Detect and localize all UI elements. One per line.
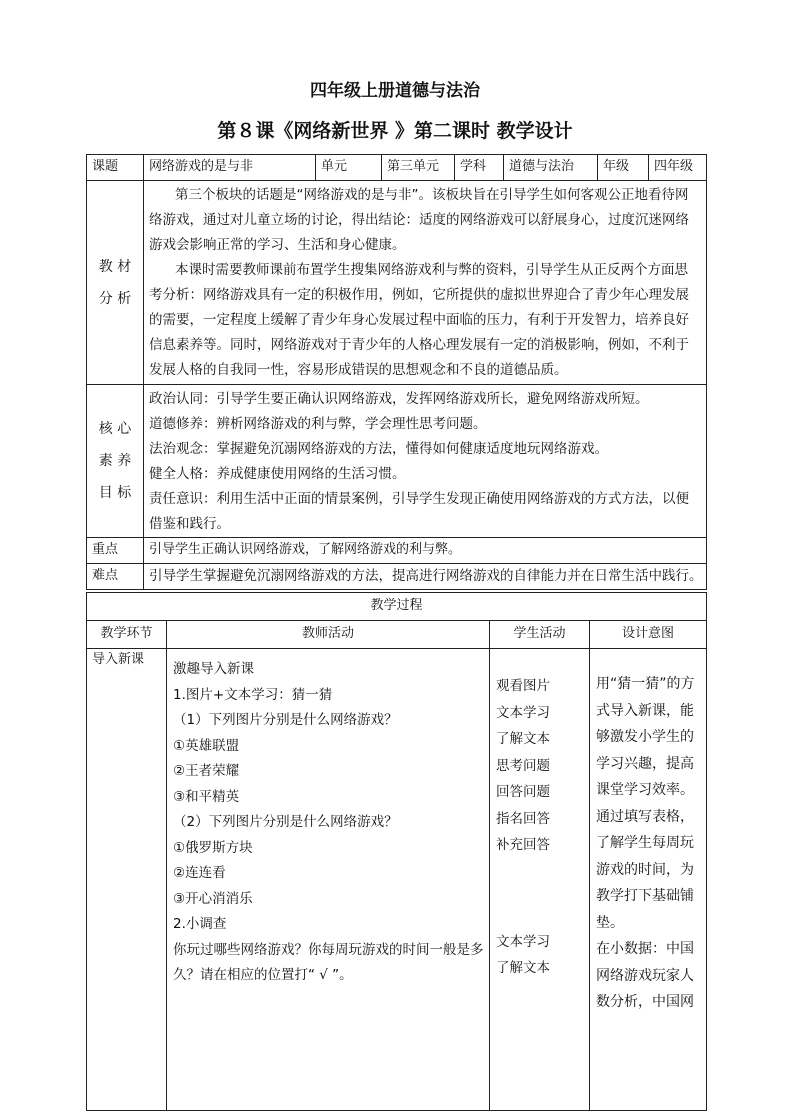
analysis-paragraph: 本课时需要教师课前布置学生搜集网络游戏利与弊的资料，引导学生从正反两个方面思考分析：网络游戏具有一定的积极作用，例如，它所提供的虚拟世界迎合了青少年心理发展的需要，一定程度上缓解了青少年身心发展过程中面临的压力，有利于开发智力，培养良好信息素养等。同时，网络游戏对于青少年的人格心理发展有一定的消极影响，例如，不利于发展人格的自我同一性，容易形成错误的思想观念和不良的道德品质。 — [149, 262, 689, 378]
core-item: 责任意识：利用生活中正面的情景案例，引导学生发现正确使用网络游戏的方式方法，以便借鉴和践行。 — [149, 491, 689, 532]
grade-label: 年级 — [598, 155, 649, 181]
teacher-line: ②连连看 — [173, 865, 226, 881]
header-stage: 教学环节 — [87, 621, 167, 649]
difficulty-label: 难点 — [87, 564, 144, 590]
student-line: 指名回答 — [496, 810, 550, 827]
student-line: 文本学习 — [496, 704, 550, 721]
core-item: 法治观念：掌握避免沉溺网络游戏的方法，懂得如何健康适度地玩网络游戏。 — [149, 441, 608, 457]
core-item: 健全人格：养成健康使用网络的生活习惯。 — [149, 466, 406, 482]
teacher-line: 1.图片+文本学习：猜一猜 — [173, 686, 333, 703]
header-student: 学生活动 — [490, 621, 590, 649]
core-label: 核 心 素 养 目 标 — [87, 385, 144, 538]
teacher-line: 激趣导入新课 — [173, 661, 254, 677]
teacher-line: ②王者荣耀 — [173, 763, 240, 779]
key-point-text: 引导学生正确认识网络游戏，了解网络游戏的利与弊。 — [144, 538, 707, 564]
document-title: 四年级上册道德与法治 — [310, 81, 480, 101]
topic-value: 网络游戏的是与非 — [144, 155, 316, 181]
stage-label: 导入新课 — [87, 649, 167, 1111]
subject-label: 学科 — [455, 155, 504, 181]
lesson-title: 第８课《网络新世界 》第二课时 教学设计 — [217, 120, 573, 142]
process-title: 教学过程 — [87, 593, 707, 621]
teacher-line: ③和平精英 — [173, 788, 240, 805]
intent-line: 用“猜一猜”的方式导入新课，能够激发小学生的学习兴趣，提高课堂学习效率。 — [596, 676, 695, 798]
teacher-line: 你玩过哪些网络游戏？你每周玩游戏的时间一般是多久？请在相应的位置打“ √ ”。 — [173, 941, 484, 983]
teaching-process-table — [86, 592, 707, 1111]
difficulty-text: 引导学生掌握避免沉溺网络游戏的方法，提高进行网络游戏的自律能力并在日常生活中践行。 — [144, 564, 707, 590]
teacher-line: （2）下列图片分别是什么网络游戏？ — [173, 814, 398, 830]
intent-line: 通过填写表格，了解学生每周玩游戏的时间，为教学打下基础铺垫。 — [596, 808, 694, 931]
student-line: 思考问题 — [496, 757, 550, 774]
intent-line: 在小数据：中国网络游戏玩家人数分析，中国网 — [596, 941, 694, 1010]
student-line: 了解文本 — [496, 731, 550, 747]
unit-value: 第三单元 — [382, 155, 455, 181]
student-line: 回答问题 — [496, 784, 550, 800]
student-activity — [490, 649, 590, 1111]
grade-value: 四年级 — [649, 155, 707, 181]
unit-label: 单元 — [316, 155, 382, 181]
core-item: 政治认同：引导学生要正确认识网络游戏，发挥网络游戏所长，避免网络游戏所短。 — [149, 391, 649, 407]
teacher-line: 2.小调查 — [173, 916, 227, 932]
topic-label: 课题 — [87, 155, 144, 181]
core-item: 道德修养：辨析网络游戏的利与弊，学会理性思考问题。 — [149, 416, 487, 432]
analysis-content — [144, 181, 707, 385]
student-line: 文本学习 — [496, 933, 550, 950]
student-line: 了解文本 — [496, 960, 550, 976]
design-intent — [590, 649, 707, 1111]
student-line: 补充回答 — [496, 837, 550, 853]
header-intent: 设计意图 — [590, 621, 707, 649]
core-content — [144, 385, 707, 538]
subject-value: 道德与法治 — [504, 155, 598, 181]
teacher-line: ①英雄联盟 — [173, 737, 240, 754]
student-line: 观看图片 — [496, 678, 550, 694]
lesson-info-table — [86, 154, 707, 590]
teacher-line: （1）下列图片分别是什么网络游戏？ — [173, 712, 398, 728]
teacher-line: ③开心消消乐 — [173, 890, 253, 907]
teacher-activity — [167, 649, 490, 1111]
analysis-label: 教 材 分 析 — [87, 181, 144, 385]
analysis-paragraph: 第三个板块的话题是“网络游戏的是与非”。该板块旨在引导学生如何客观公正地看待网络游戏，通过对儿童立场的讨论，得出结论：适度的网络游戏可以舒展身心，过度沉迷网络游戏会影响正常的学习、生活和身心健康。 — [149, 187, 689, 253]
header-teacher: 教师活动 — [167, 621, 490, 649]
key-point-label: 重点 — [87, 538, 144, 564]
teacher-line: ①俄罗斯方块 — [173, 839, 253, 856]
